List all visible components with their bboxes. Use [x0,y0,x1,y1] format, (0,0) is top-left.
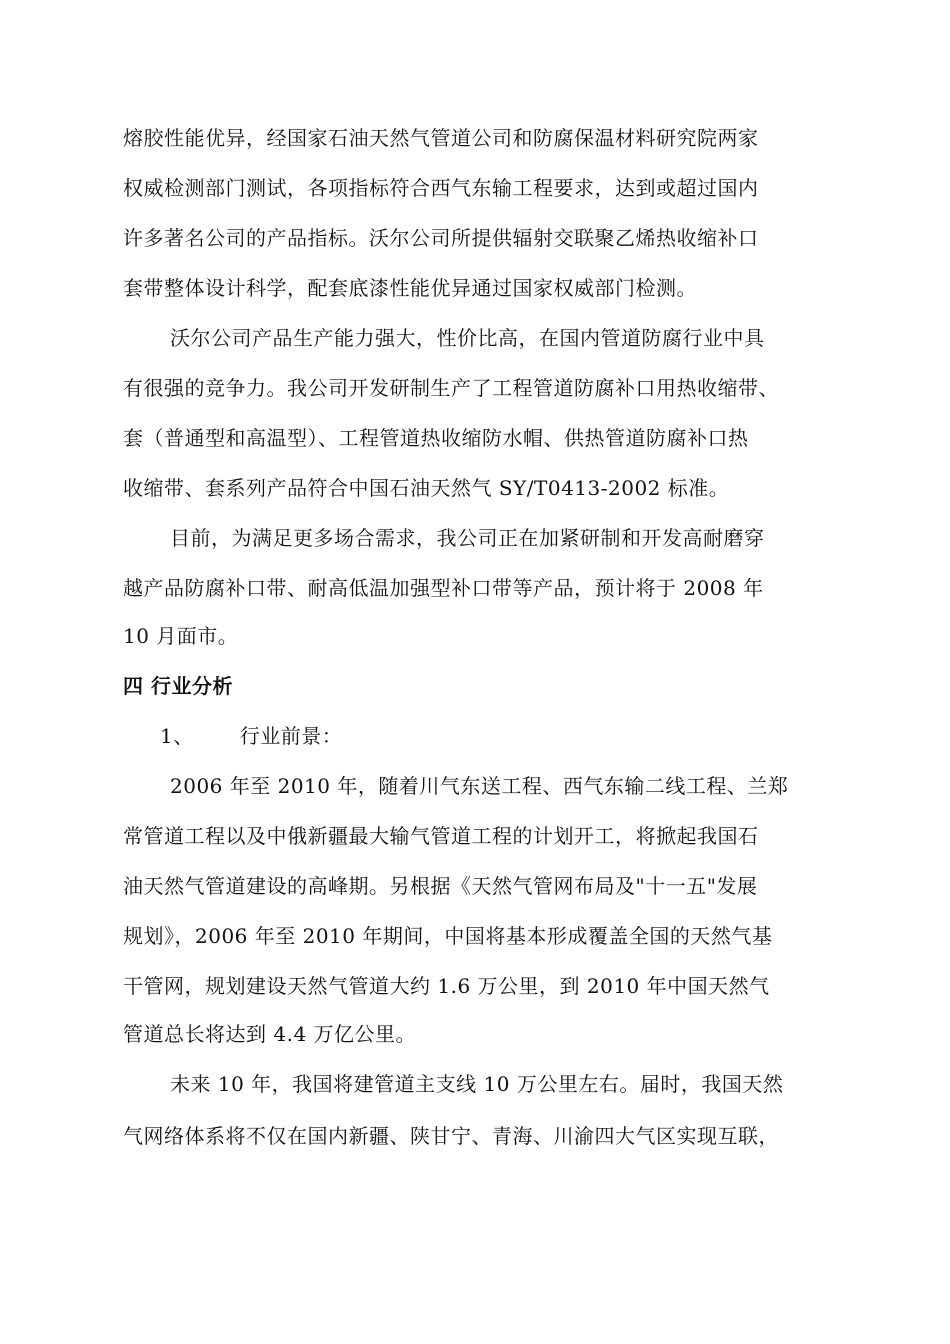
paragraph-line: 沃尔公司产品生产能力强大，性价比高，在国内管道防腐行业中具 [170,326,765,350]
item-number: 1、 [160,724,194,748]
paragraph-line: 越产品防腐补口带、耐高低温加强型补口带等产品，预计将于 2008 年 [123,576,764,600]
paragraph-line: 熔胶性能优异，经国家石油天然气管道公司和防腐保温材料研究院两家 [123,126,759,150]
paragraph-line: 2006 年至 2010 年，随着川气东送工程、西气东输二线工程、兰郑 [170,774,789,798]
paragraph-line: 气网络体系将不仅在国内新疆、陕甘宁、青海、川渝四大气区实现互联， [123,1124,779,1148]
paragraph-line: 有很强的竞争力。我公司开发研制生产了工程管道防腐补口用热收缩带、 [123,376,779,400]
paragraph-line: 10 月面市。 [123,624,239,648]
section-heading: 四 行业分析 [123,674,233,698]
numbered-item [160,722,342,750]
paragraph-line: 权威检测部门测试，各项指标符合西气东输工程要求，达到或超过国内 [123,176,759,200]
paragraph-line: 收缩带、套系列产品符合中国石油天然气 SY/T0413-2002 标准。 [123,476,730,500]
paragraph-line: 干管网，规划建设天然气管道大约 1.6 万公里，到 2010 年中国天然气 [123,974,770,998]
paragraph-line: 管道总长将达到 4.4 万亿公里。 [123,1022,417,1046]
paragraph-line: 许多著名公司的产品指标。沃尔公司所提供辐射交联聚乙烯热收缩补口 [123,226,759,250]
paragraph-line: 油天然气管道建设的高峰期。另根据《天然气管网布局及"十一五"发展 [123,874,758,898]
paragraph-line: 规划》，2006 年至 2010 年期间，中国将基本形成覆盖全国的天然气基 [123,924,773,948]
paragraph-line: 套带整体设计科学，配套底漆性能优异通过国家权威部门检测。 [123,276,697,300]
paragraph-line: 未来 10 年，我国将建管道主支线 10 万公里左右。届时，我国天然 [170,1072,784,1096]
paragraph-line: 常管道工程以及中俄新疆最大输气管道工程的计划开工，将掀起我国石 [123,824,759,848]
item-title: 行业前景： [239,724,343,748]
paragraph-line: 套（普通型和高温型）、工程管道热收缩防水帽、供热管道防腐补口热 [123,426,749,450]
paragraph-line: 目前，为满足更多场合需求，我公司正在加紧研制和开发高耐磨穿 [170,526,765,550]
